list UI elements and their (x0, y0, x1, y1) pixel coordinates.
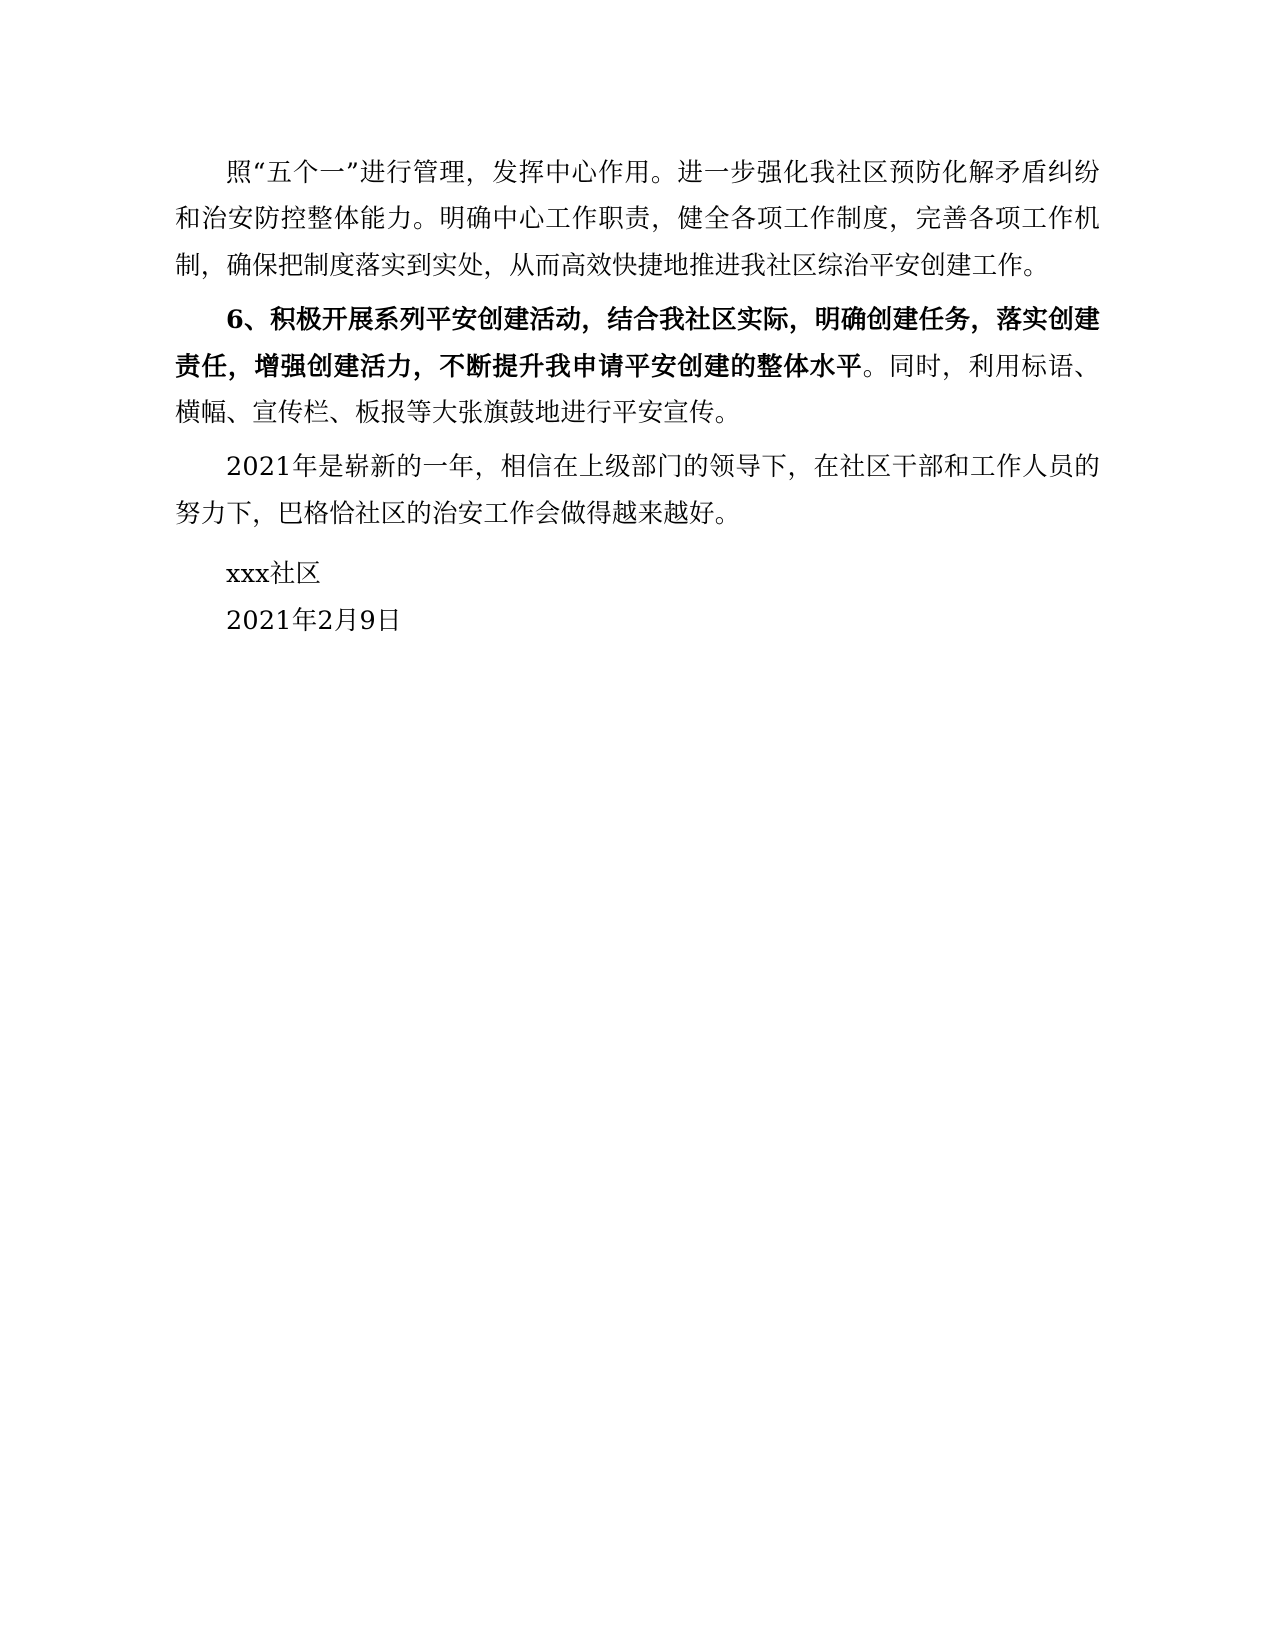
paragraph-management (175, 150, 1100, 289)
paragraph-closing (175, 444, 1100, 537)
paragraph-item-6-normal-text: 。同时，利用标语、横幅、宣传栏、板报等大张旗鼓地进行平安宣传。 (175, 351, 1101, 429)
paragraph-item-6 (175, 297, 1100, 436)
paragraph-item-6-bold-text: 6、积极开展系列平安创建活动，结合我社区实际，明确创建任务，落实创建责任，增强创建活力，不断提升我申请平安创建的整体水平 (175, 305, 1100, 382)
signature-organization: xxx社区 (226, 559, 322, 590)
paragraph-management-text: 照“五个一”进行管理，发挥中心作用。进一步强化我社区预防化解矛盾纠纷和治安防控整体能力。明确中心工作职责，健全各项工作制度，完善各项工作机制，确保把制度落实到实处，从而高效快捷地推进我社区综治平安创建工作。 (175, 158, 1100, 281)
document-body (175, 150, 1100, 644)
signature-date: 2021年2月9日 (226, 605, 402, 636)
paragraph-closing-text: 2021年是崭新的一年，相信在上级部门的领导下，在社区干部和工作人员的努力下，巴格恰社区的治安工作会做得越来越好。 (175, 452, 1100, 529)
